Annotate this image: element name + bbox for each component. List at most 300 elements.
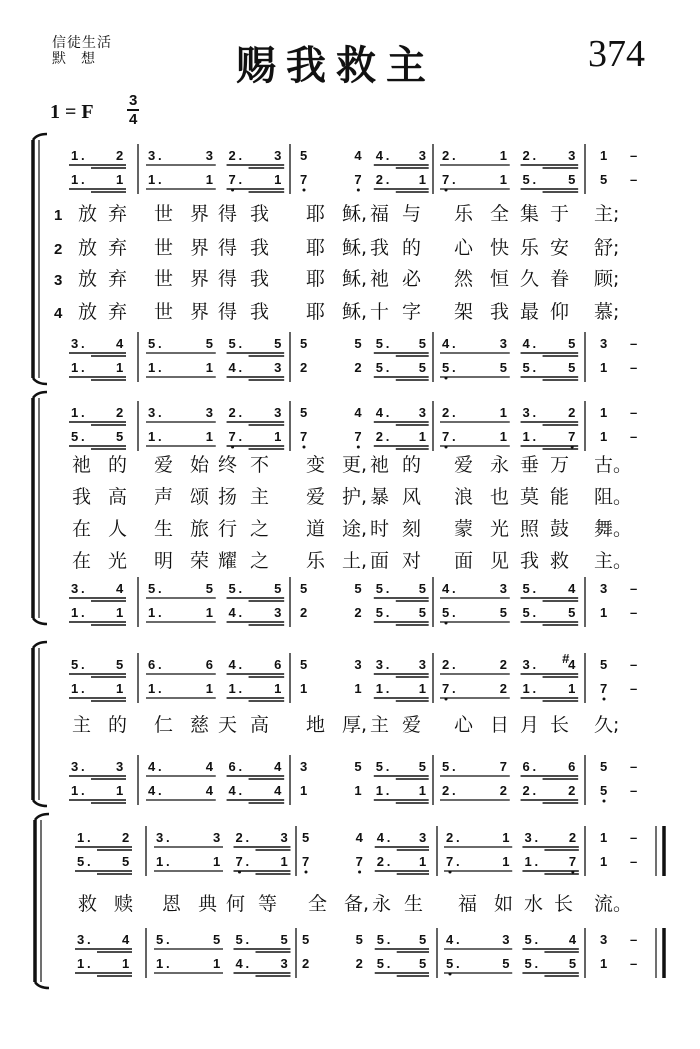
augmentation-dot: . xyxy=(452,783,456,798)
lyric-syllable: 终 xyxy=(218,454,238,476)
lyric-syllable: 对 xyxy=(402,550,422,572)
note-soprano: 1 xyxy=(600,148,608,163)
note-bass: 2 xyxy=(354,605,362,620)
augmentation-dot: . xyxy=(385,605,390,620)
lyric-syllable: 日 xyxy=(490,714,510,736)
note-bass: 2 xyxy=(499,783,507,798)
note-tenor: 3 xyxy=(116,759,124,774)
augmentation-dot: . xyxy=(452,172,456,187)
lyric-syllable: 浪 xyxy=(454,486,474,508)
augmentation-dot: . xyxy=(166,956,170,971)
lyric-syllable: 舞。 xyxy=(594,518,633,540)
lyric-syllable: 典 xyxy=(198,893,218,915)
note-bass: 1 xyxy=(77,956,85,971)
note-tenor: 5 xyxy=(376,932,384,947)
note-soprano: 3 xyxy=(418,657,426,672)
augmentation-dot: . xyxy=(452,148,456,163)
note-soprano: 3 xyxy=(419,830,427,845)
note-alto: 1 xyxy=(522,429,530,444)
augmentation-dot: . xyxy=(158,405,162,420)
note-tenor: – xyxy=(630,581,638,596)
note-tenor: 5 xyxy=(418,759,426,774)
lyric-syllable: 备, xyxy=(344,893,370,915)
augmentation-dot: . xyxy=(385,429,390,444)
note-tenor: 5 xyxy=(148,581,156,596)
note-alto: 1 xyxy=(274,681,282,696)
lyric-syllable: 也 xyxy=(490,486,510,508)
lyric-syllable: 耶 xyxy=(306,237,326,259)
note-alto: 5 xyxy=(77,854,85,869)
time-signature-bottom: 4 xyxy=(129,111,138,128)
bracket-cap-bottom xyxy=(33,618,47,624)
lyric-syllable: 光 xyxy=(490,518,510,540)
augmentation-dot: . xyxy=(81,148,85,163)
lyric-syllable: 耶 xyxy=(306,301,326,323)
lyric-syllable: 祂 xyxy=(370,454,390,476)
note-alto: 5 xyxy=(71,429,79,444)
augmentation-dot: . xyxy=(245,932,250,947)
note-soprano: – xyxy=(630,830,638,845)
note-soprano: 3 xyxy=(148,148,156,163)
note-alto: 1 xyxy=(499,429,507,444)
lyric-syllable: 得 xyxy=(218,237,238,259)
note-soprano: 5 xyxy=(300,148,308,163)
augmentation-dot: . xyxy=(534,854,539,869)
note-soprano: 1 xyxy=(499,148,507,163)
augmentation-dot: . xyxy=(81,429,85,444)
augmentation-dot: . xyxy=(238,581,243,596)
augmentation-dot: . xyxy=(238,759,243,774)
lyric-syllable: 心 xyxy=(454,237,474,259)
lyric-syllable: 之 xyxy=(250,550,270,572)
octave-dot xyxy=(603,698,606,701)
note-bass: 5 xyxy=(418,360,426,375)
note-bass: 1 xyxy=(116,605,124,620)
lyric-syllable: 字 xyxy=(402,301,422,323)
lyric-syllable: 我 xyxy=(250,301,270,323)
category-label: 信徒生活 xyxy=(52,35,112,51)
bracket-cap-bottom xyxy=(33,800,47,806)
note-tenor: 7 xyxy=(499,759,507,774)
lyric-syllable: 于 xyxy=(550,203,570,225)
note-tenor: 3 xyxy=(77,932,85,947)
lyric-syllable: 顾; xyxy=(594,268,620,290)
lyric-syllable: 荣 xyxy=(190,550,210,572)
lyric-syllable: 仁 xyxy=(154,714,174,736)
note-soprano: 6 xyxy=(148,657,156,672)
note-bass: 1 xyxy=(71,360,79,375)
note-tenor: 5 xyxy=(274,336,282,351)
augmentation-dot: . xyxy=(81,581,85,596)
note-alto: 5 xyxy=(122,854,130,869)
augmentation-dot: . xyxy=(385,759,390,774)
augmentation-dot: . xyxy=(158,681,162,696)
augmentation-dot: . xyxy=(534,830,539,845)
note-alto: 1 xyxy=(300,681,308,696)
note-bass: 5 xyxy=(568,956,577,971)
note-alto: 1 xyxy=(418,429,426,444)
lyric-syllable: 恩 xyxy=(162,893,182,915)
lyric-syllable: 照 xyxy=(520,518,540,540)
note-alto: 1 xyxy=(205,681,213,696)
octave-dot xyxy=(357,189,360,192)
augmentation-dot: . xyxy=(87,830,91,845)
note-bass: 5 xyxy=(524,956,532,971)
lyric-syllable: 耶 xyxy=(306,268,326,290)
lyric-syllable: 必 xyxy=(402,268,422,290)
lyric-syllable: 福 xyxy=(370,203,390,225)
note-alto: 7 xyxy=(302,854,310,869)
augmentation-dot: . xyxy=(87,932,91,947)
lyric-syllable: 世 xyxy=(154,268,174,290)
note-tenor: 5 xyxy=(300,336,308,351)
lyric-syllable: 快 xyxy=(490,237,510,259)
note-bass: 3 xyxy=(274,605,282,620)
note-alto: 7 xyxy=(446,854,454,869)
augmentation-dot: . xyxy=(81,681,85,696)
note-tenor: 4 xyxy=(116,336,124,351)
note-alto: 7 xyxy=(442,429,450,444)
note-bass: 4 xyxy=(148,783,156,798)
note-soprano: 1 xyxy=(77,830,85,845)
lyric-syllable: 垂 xyxy=(520,454,540,476)
note-tenor: 5 xyxy=(600,759,608,774)
note-tenor: – xyxy=(630,336,638,351)
augmentation-dot: . xyxy=(532,605,537,620)
lyric-syllable: 舒; xyxy=(594,237,620,259)
note-soprano: 2 xyxy=(122,830,130,845)
note-bass: 5 xyxy=(499,605,507,620)
note-bass: 1 xyxy=(300,783,308,798)
lyric-syllable: 见 xyxy=(490,550,510,572)
lyric-syllable: 弃 xyxy=(108,237,128,259)
note-bass: 2 xyxy=(522,783,530,798)
note-tenor: 3 xyxy=(600,336,608,351)
lyric-syllable: 祂 xyxy=(370,268,390,290)
note-bass: 5 xyxy=(375,360,384,375)
lyric-syllable: 光 xyxy=(108,550,128,572)
lyric-syllable: 厚, xyxy=(342,714,368,736)
augmentation-dot: . xyxy=(456,956,460,971)
lyric-syllable: 爱 xyxy=(154,454,174,476)
augmentation-dot: . xyxy=(452,681,456,696)
lyric-syllable: 能 xyxy=(550,486,570,508)
note-tenor: 5 xyxy=(418,336,426,351)
lyric-syllable: 我 xyxy=(250,203,270,225)
augmentation-dot: . xyxy=(158,336,162,351)
note-soprano: 3 xyxy=(205,148,213,163)
note-soprano: 1 xyxy=(71,148,79,163)
lyric-syllable: 鼓 xyxy=(550,518,570,540)
note-soprano: 5 xyxy=(302,830,310,845)
augmentation-dot: . xyxy=(166,932,170,947)
note-bass: 5 xyxy=(499,360,507,375)
lyric-syllable: 福 xyxy=(458,893,478,915)
augmentation-dot: . xyxy=(534,956,539,971)
lyric-syllable: 声 xyxy=(154,486,174,508)
verse-number: 1 xyxy=(54,207,63,224)
lyric-syllable: 与 xyxy=(402,203,422,225)
note-tenor: 4 xyxy=(522,336,530,351)
verse-number: 2 xyxy=(54,241,63,258)
augmentation-dot: . xyxy=(158,759,162,774)
note-soprano: 3 xyxy=(568,148,576,163)
augmentation-dot: . xyxy=(532,172,537,187)
note-bass: 1 xyxy=(418,783,426,798)
note-alto: 7 xyxy=(228,429,236,444)
augmentation-dot: . xyxy=(81,360,85,375)
lyric-syllable: 时 xyxy=(370,518,390,540)
augmentation-dot: . xyxy=(238,429,243,444)
augmentation-dot: . xyxy=(456,830,460,845)
note-soprano: 1 xyxy=(600,405,608,420)
lyric-syllable: 高 xyxy=(108,486,128,508)
note-alto: 7 xyxy=(300,429,308,444)
lyric-syllable: 流。 xyxy=(594,893,633,915)
augmentation-dot: . xyxy=(238,605,243,620)
lyric-syllable: 架 xyxy=(454,301,474,323)
octave-dot xyxy=(303,446,306,449)
lyric-syllable: 主。 xyxy=(594,550,633,572)
augmentation-dot: . xyxy=(452,605,456,620)
note-alto: 5 xyxy=(116,429,124,444)
lyric-syllable: 主; xyxy=(594,203,620,225)
augmentation-dot: . xyxy=(385,581,390,596)
lyric-syllable: 界 xyxy=(190,203,210,225)
note-alto: 2 xyxy=(375,172,384,187)
lyric-syllable: 暴 xyxy=(370,486,390,508)
note-bass: 1 xyxy=(148,605,156,620)
note-bass: 4 xyxy=(228,783,236,798)
augmentation-dot: . xyxy=(532,783,537,798)
note-alto: 5 xyxy=(522,172,530,187)
note-bass: 1 xyxy=(205,360,213,375)
lyric-syllable: 更, xyxy=(342,454,368,476)
augmentation-dot: . xyxy=(452,759,456,774)
note-tenor: 3 xyxy=(300,759,308,774)
note-alto: 7 xyxy=(568,854,577,869)
lyric-syllable: 高 xyxy=(250,714,270,736)
note-tenor: 3 xyxy=(499,581,507,596)
note-bass: – xyxy=(630,783,638,798)
lyric-syllable: 古。 xyxy=(594,454,633,476)
note-soprano: 2 xyxy=(442,148,450,163)
note-soprano: 3 xyxy=(375,657,384,672)
augmentation-dot: . xyxy=(532,429,537,444)
time-signature-top: 3 xyxy=(129,92,138,109)
lyric-syllable: 久 xyxy=(520,268,540,290)
lyric-syllable: 安 xyxy=(550,237,570,259)
key-signature: 1 = F xyxy=(50,101,94,123)
note-tenor: 3 xyxy=(71,336,79,351)
note-alto: 7 xyxy=(442,172,450,187)
lyric-syllable: 土, xyxy=(342,550,368,572)
augmentation-dot: . xyxy=(245,830,250,845)
note-bass: 2 xyxy=(354,360,362,375)
augmentation-dot: . xyxy=(385,783,390,798)
lyric-syllable: 全 xyxy=(490,203,510,225)
lyric-syllable: 放 xyxy=(78,268,98,290)
bracket-cap-bottom xyxy=(33,378,47,384)
augmentation-dot: . xyxy=(81,172,85,187)
note-bass: 3 xyxy=(274,360,282,375)
note-soprano: 3 xyxy=(354,657,362,672)
augmentation-dot: . xyxy=(81,657,85,672)
lyric-syllable: 稣, xyxy=(342,268,368,290)
note-bass: 1 xyxy=(71,783,79,798)
lyric-syllable: 的 xyxy=(402,237,422,259)
note-soprano: 2 xyxy=(522,148,530,163)
note-tenor: 4 xyxy=(148,759,156,774)
octave-dot xyxy=(357,446,360,449)
augmentation-dot: . xyxy=(245,956,250,971)
note-bass: 5 xyxy=(418,605,426,620)
lyric-syllable: 人 xyxy=(108,518,128,540)
augmentation-dot: . xyxy=(532,581,537,596)
augmentation-dot: . xyxy=(452,360,456,375)
note-soprano: 2 xyxy=(116,405,124,420)
note-alto: 1 xyxy=(205,172,213,187)
note-bass: 1 xyxy=(600,360,608,375)
note-bass: 1 xyxy=(600,956,608,971)
note-tenor: 5 xyxy=(205,581,213,596)
lyric-syllable: 世 xyxy=(154,203,174,225)
note-soprano: 6 xyxy=(274,657,282,672)
note-tenor: 5 xyxy=(228,336,236,351)
note-bass: 4 xyxy=(228,360,236,375)
note-tenor: 4 xyxy=(446,932,454,947)
note-alto: 1 xyxy=(418,172,426,187)
note-tenor: 6 xyxy=(568,759,576,774)
augmentation-dot: . xyxy=(81,759,85,774)
note-tenor: 4 xyxy=(442,336,450,351)
note-tenor: 5 xyxy=(442,759,450,774)
note-tenor: 5 xyxy=(522,581,530,596)
lyric-syllable: 扬 xyxy=(218,486,238,508)
note-bass: 4 xyxy=(228,605,236,620)
note-alto: 1 xyxy=(116,681,124,696)
lyric-syllable: 乐 xyxy=(520,237,540,259)
note-alto: 1 xyxy=(205,429,213,444)
lyric-syllable: 放 xyxy=(78,301,98,323)
lyric-syllable: 在 xyxy=(72,518,92,540)
augmentation-dot: . xyxy=(158,148,162,163)
lyric-syllable: 的 xyxy=(108,714,128,736)
note-bass: 5 xyxy=(376,956,384,971)
note-alto: 7 xyxy=(300,172,308,187)
lyric-syllable: 风 xyxy=(402,486,422,508)
lyric-syllable: 集 xyxy=(520,203,540,225)
note-soprano: 5 xyxy=(300,657,308,672)
lyric-syllable: 稣, xyxy=(342,301,368,323)
note-soprano: 2 xyxy=(499,657,507,672)
note-alto: – xyxy=(630,172,638,187)
note-alto: 7 xyxy=(235,854,243,869)
note-tenor: 5 xyxy=(418,581,426,596)
note-bass: 2 xyxy=(300,360,308,375)
lyric-syllable: 永 xyxy=(372,893,392,915)
augmentation-dot: . xyxy=(238,148,243,163)
lyric-syllable: 世 xyxy=(154,301,174,323)
augmentation-dot: . xyxy=(532,681,537,696)
augmentation-dot: . xyxy=(158,172,162,187)
note-bass: 5 xyxy=(522,605,530,620)
augmentation-dot: . xyxy=(158,783,162,798)
note-soprano: 5 xyxy=(300,405,308,420)
note-alto: 7 xyxy=(354,172,362,187)
lyric-syllable: 救 xyxy=(550,550,570,572)
note-bass: – xyxy=(630,956,638,971)
lyric-syllable: 慈 xyxy=(190,714,210,736)
note-bass: 1 xyxy=(354,783,362,798)
augmentation-dot: . xyxy=(385,405,390,420)
augmentation-dot: . xyxy=(386,830,391,845)
octave-dot xyxy=(603,800,606,803)
note-soprano: 3 xyxy=(148,405,156,420)
bracket-cap-top xyxy=(35,814,49,820)
lyric-syllable: 慕; xyxy=(594,301,620,323)
note-alto: 7 xyxy=(228,172,236,187)
note-alto: 1 xyxy=(71,681,79,696)
note-soprano: 2 xyxy=(228,148,236,163)
lyric-syllable: 爱 xyxy=(454,454,474,476)
note-bass: 5 xyxy=(600,783,608,798)
note-bass: 2 xyxy=(302,956,310,971)
octave-dot xyxy=(305,871,308,874)
verse-number: 3 xyxy=(54,272,63,289)
lyric-syllable: 长 xyxy=(554,893,574,915)
note-bass: 1 xyxy=(213,956,221,971)
lyric-syllable: 仰 xyxy=(550,301,570,323)
augmentation-dot: . xyxy=(245,854,250,869)
lyric-syllable: 主 xyxy=(72,714,92,736)
note-tenor: 5 xyxy=(235,932,243,947)
augmentation-dot: . xyxy=(158,360,162,375)
lyric-syllable: 稣, xyxy=(342,237,368,259)
lyric-syllable: 明 xyxy=(154,550,174,572)
note-alto: 1 xyxy=(274,172,282,187)
bracket-cap-bottom xyxy=(35,982,49,988)
lyric-syllable: 界 xyxy=(190,237,210,259)
augmentation-dot: . xyxy=(385,336,390,351)
lyric-syllable: 月 xyxy=(520,714,540,736)
note-bass: 5 xyxy=(375,605,384,620)
note-alto: – xyxy=(630,681,638,696)
augmentation-dot: . xyxy=(238,681,243,696)
lyric-syllable: 得 xyxy=(218,301,238,323)
note-bass: 5 xyxy=(446,956,454,971)
lyric-syllable: 主 xyxy=(370,714,390,736)
note-tenor: 3 xyxy=(600,932,608,947)
note-tenor: 5 xyxy=(148,336,156,351)
note-tenor: 4 xyxy=(274,759,282,774)
note-soprano: 1 xyxy=(502,830,510,845)
note-tenor: 5 xyxy=(375,759,384,774)
note-bass: 4 xyxy=(235,956,243,971)
augmentation-dot: . xyxy=(385,148,390,163)
note-alto: – xyxy=(630,854,638,869)
octave-dot xyxy=(303,189,306,192)
note-soprano: 5 xyxy=(116,657,124,672)
sharp-sign: # xyxy=(562,651,570,666)
lyric-syllable: 主 xyxy=(250,486,270,508)
note-bass: 5 xyxy=(442,605,450,620)
note-tenor: 5 xyxy=(355,932,363,947)
lyric-syllable: 最 xyxy=(520,301,540,323)
note-soprano: 3 xyxy=(213,830,221,845)
note-alto: 2 xyxy=(375,429,384,444)
note-soprano: 3 xyxy=(418,405,426,420)
